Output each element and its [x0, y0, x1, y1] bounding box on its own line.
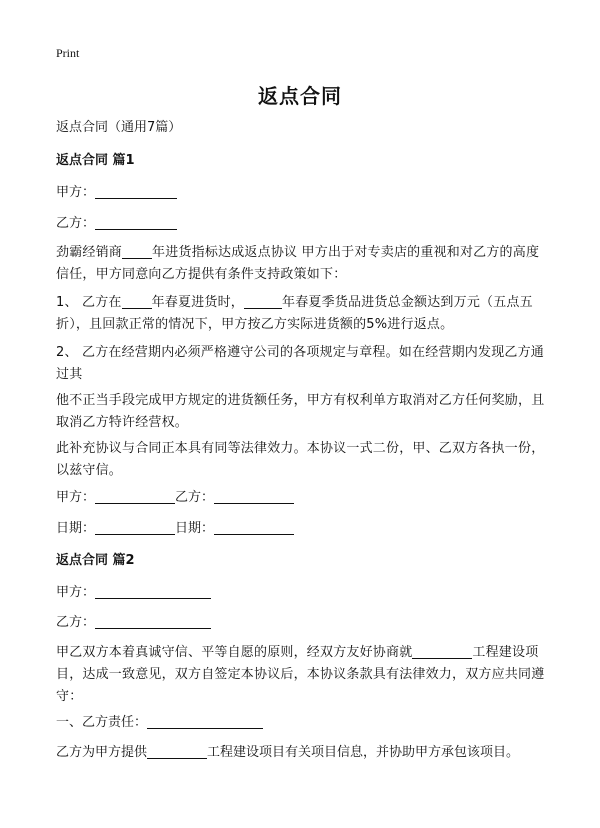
party-a-blank [95, 184, 177, 199]
section1-heading: 返点合同 篇1 [56, 153, 135, 168]
section1-paragraph-3: 2、 乙方在经营期内必须严格遵守公司的各项规定与章程。如在经营期内发现乙方通过其 [56, 345, 545, 382]
text: 甲乙双方本着真诚守信、平等自愿的原则，经双方友好协商就 [56, 645, 413, 660]
date-b-label: 日期： [175, 521, 215, 536]
sign-b-blank [214, 489, 294, 504]
fill-blank [412, 644, 472, 659]
section2-paragraph-1 [56, 642, 550, 708]
duty-label: 一、乙方责任： [56, 715, 148, 730]
party-a-blank [95, 584, 211, 599]
party-a-label: 甲方： [56, 185, 96, 200]
party-b-label: 乙方： [56, 216, 96, 231]
text: 年进货指标达成返点协议 甲方出于对专卖店的重视和对乙方的高度信任，甲方同意向乙方提供有条件支持政策如下： [56, 245, 540, 282]
text: 工程建设项目，达成一致意见，双方自签定本协议后，本协议条款具有法律效力，双方应共同遵守： [56, 645, 545, 704]
text: 年春夏进货时， [151, 295, 245, 310]
fill-blank [122, 294, 152, 309]
text: 1、 乙方在 [56, 295, 122, 310]
section2-party-a [56, 582, 211, 604]
sign-a-blank [95, 489, 175, 504]
text: 劲霸经销商 [56, 245, 123, 260]
section1-party-b [56, 213, 177, 235]
section2-party-b [56, 612, 211, 634]
section1-paragraph-1 [56, 242, 550, 286]
section1-date-row [56, 518, 294, 540]
section1-paragraph-5: 此补充协议与合同正本具有同等法律效力。本协议一式二份，甲、乙双方各执一份，以兹守信。 [56, 441, 545, 478]
section1-party-a [56, 182, 177, 204]
document-subtitle: 返点合同（通用7篇） [56, 120, 182, 135]
party-b-label: 乙方： [56, 615, 96, 630]
fill-blank [147, 744, 207, 759]
fill-blank [244, 294, 282, 309]
section2-duty [56, 712, 263, 734]
text: 乙方为甲方提供 [56, 745, 148, 760]
date-b-blank [214, 520, 294, 535]
document-title: 返点合同 [258, 84, 342, 108]
print-link[interactable]: Print [56, 46, 80, 60]
section1-paragraph-4: 他不正当手段完成甲方规定的进货额任务，甲方有权利单方取消对乙方任何奖励，且取消乙方特许经营权。 [56, 393, 545, 430]
section2-paragraph-2 [56, 742, 519, 764]
party-a-label: 甲方： [56, 585, 96, 600]
section2-heading: 返点合同 篇2 [56, 553, 135, 568]
date-a-blank [95, 520, 175, 535]
section1-paragraph-2 [56, 292, 550, 336]
fill-blank [122, 244, 152, 259]
sign-b-label: 乙方： [175, 490, 215, 505]
sign-a-label: 甲方： [56, 490, 96, 505]
text: 工程建设项目有关项目信息，并协助甲方承包该项目。 [207, 745, 520, 760]
date-a-label: 日期： [56, 521, 96, 536]
party-b-blank [95, 215, 177, 230]
party-b-blank [95, 614, 211, 629]
duty-blank [147, 714, 263, 729]
section1-sign-row [56, 487, 294, 509]
text: 年春夏季货品进货总金额达到万元（五点五折），且回款正常的情况下，甲方按乙方实际进货额的5%进行返点。 [56, 295, 533, 332]
